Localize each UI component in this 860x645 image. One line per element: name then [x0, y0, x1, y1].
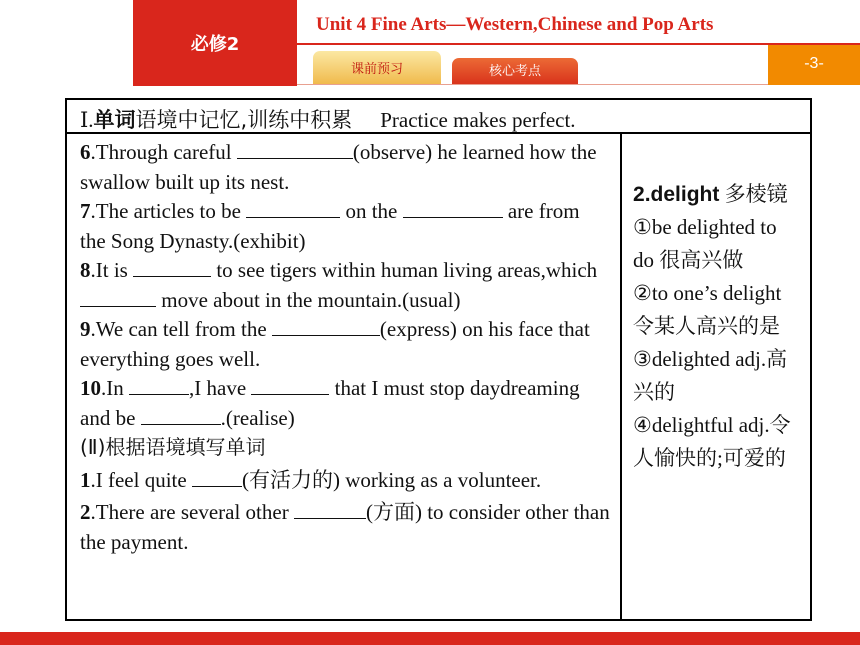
question-text: (有活力的) working as a volunteer.	[241, 467, 542, 492]
question-text: ,I have	[189, 376, 252, 400]
question-text: are from the Song Dynasty.(exhibit)	[80, 199, 580, 253]
question-text: .There are several other	[90, 500, 294, 524]
section-heading	[80, 104, 576, 134]
book-label: 必修2	[190, 34, 240, 55]
answer-blank[interactable]	[141, 406, 221, 425]
top-left-blank	[0, 0, 133, 86]
question-text: .Through careful	[90, 140, 237, 164]
answer-blank[interactable]	[237, 140, 353, 159]
vocab-title	[633, 178, 801, 211]
section-prefix: Ⅰ.	[80, 108, 94, 132]
question-number: 2	[80, 500, 91, 524]
section-motto: Practice makes perfect.	[380, 108, 576, 132]
answer-blank[interactable]	[272, 317, 380, 336]
question-text: (express) on his face that everything goes well.	[80, 317, 590, 371]
question-number: 9	[80, 317, 91, 341]
column-divider	[620, 134, 622, 621]
answer-blank[interactable]	[403, 199, 503, 218]
page-number: -3-	[804, 55, 824, 72]
vocab-item: ④delightful adj.令人愉快的;可爱的	[633, 413, 791, 470]
question-number: 6	[80, 140, 91, 164]
section-title-cn: 语境中记忆,训练中积累	[135, 108, 353, 132]
answer-blank[interactable]	[294, 500, 366, 519]
vocab-meaning: 多棱镜	[724, 182, 788, 206]
answer-blank[interactable]	[133, 258, 211, 277]
question-number: 8	[80, 258, 91, 282]
question-2	[80, 498, 610, 557]
vocab-item: ①be delighted to do 很高兴做	[633, 215, 777, 272]
question-text: on the	[340, 199, 403, 223]
question-text: move about in the mountain.(usual)	[156, 287, 461, 312]
question-text: .In	[101, 376, 129, 400]
exercise-questions	[80, 138, 610, 557]
question-9	[80, 315, 610, 374]
answer-blank[interactable]	[246, 199, 340, 218]
question-text: .The articles to be	[90, 199, 247, 223]
answer-blank[interactable]	[80, 288, 156, 307]
question-text: that I must stop daydreaming and be	[80, 376, 580, 430]
question-10	[80, 374, 610, 433]
question-text: to see tigers within human living areas,which	[211, 258, 598, 282]
bottom-bar	[0, 632, 860, 645]
tab-preview[interactable]: 课前预习	[313, 51, 441, 85]
question-1	[80, 466, 610, 496]
question-text: .I feel quite	[90, 467, 192, 492]
question-text: .It is	[90, 258, 134, 282]
unit-title: Unit 4 Fine Arts—Western,Chinese and Pop Arts	[316, 14, 714, 35]
question-text: .We can tell from the	[90, 317, 272, 341]
vocab-note	[633, 178, 801, 475]
sub-heading: (Ⅱ)根据语境填写单词	[80, 435, 266, 459]
question-number: 1	[80, 467, 91, 492]
vocab-number: 2	[633, 183, 645, 206]
tab-key-points[interactable]: 核心考点	[452, 58, 578, 85]
question-6	[80, 138, 610, 197]
vocab-item: ③delighted adj.高兴的	[633, 347, 788, 404]
question-number: 10	[80, 376, 101, 400]
question-8	[80, 256, 610, 315]
question-text: (observe) he learned how the swallow built up its nest.	[80, 140, 597, 194]
vocab-word: .delight	[644, 183, 720, 206]
answer-blank[interactable]	[251, 376, 329, 395]
question-number: 7	[80, 199, 91, 223]
question-text: .(realise)	[220, 405, 295, 430]
vocab-item: ②to one’s delight 令某人高兴的是	[633, 281, 782, 338]
answer-blank[interactable]	[129, 376, 189, 395]
section-bold: 单词	[93, 108, 136, 132]
question-7	[80, 197, 610, 256]
answer-blank[interactable]	[192, 468, 242, 487]
question-text: (方面) to consider other than the payment.	[80, 500, 610, 554]
